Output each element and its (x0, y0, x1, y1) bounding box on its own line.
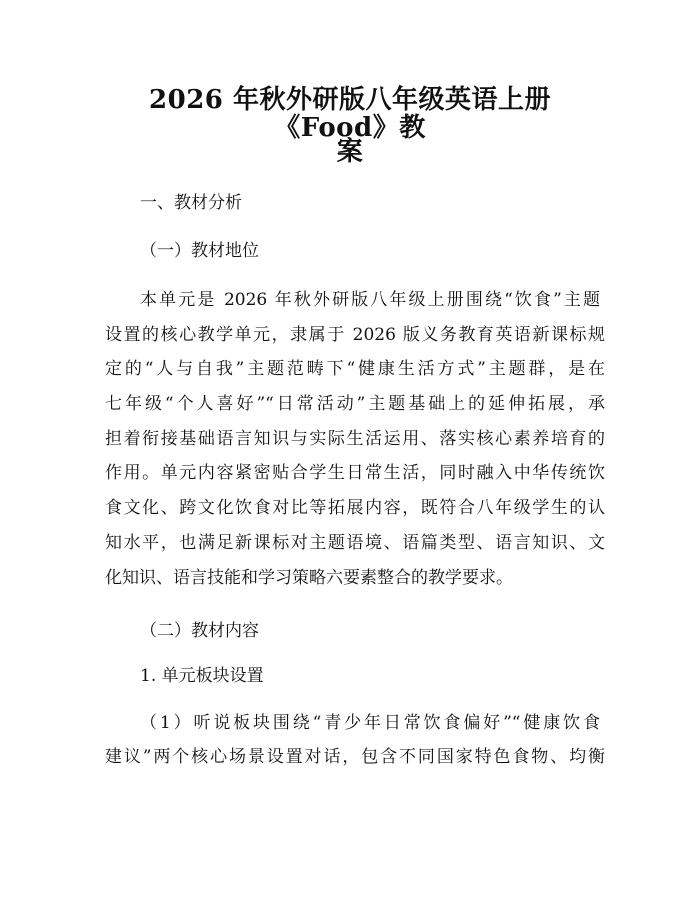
subsection-heading-textbook-status: （一）教材地位 (140, 241, 259, 261)
paragraph-line: 本单元是 2026 年秋外研版八年级上册围绕“饮食”主题 (140, 290, 600, 310)
document-title-line-1: 2026 年秋外研版八年级英语上册《Food》教 (149, 85, 551, 143)
paragraph-line: 设置的核心教学单元，隶属于 2026 版义务教育英语新课标规 (105, 325, 605, 345)
paragraph-line: 食文化、跨文化饮食对比等拓展内容，既符合八年级学生的认 (105, 498, 605, 518)
paragraph-line: 七年级“个人喜好”“日常活动”主题基础上的延伸拓展，承 (105, 394, 605, 414)
paragraph-line: 知水平，也满足新课标对主题语境、语篇类型、语言知识、文 (105, 533, 605, 553)
paragraph-line: 建议”两个核心场景设置对话，包含不同国家特色食物、均衡 (105, 747, 605, 767)
paragraph-line: （1）听说板块围绕“青少年日常饮食偏好”“健康饮食 (140, 713, 600, 733)
subsection-heading-textbook-content: （二）教材内容 (140, 621, 259, 641)
paragraph-line: 作用。单元内容紧密贴合学生日常生活，同时融入中华传统饮 (105, 463, 605, 483)
paragraph-line: 担着衔接基础语言知识与实际生活运用、落实核心素养培育的 (105, 429, 605, 449)
document-title-line-2: 案 (336, 137, 364, 167)
paragraph-line: 化知识、语言技能和学习策略六要素整合的教学要求。 (105, 568, 513, 588)
paragraph-line: 定的“人与自我”主题范畴下“健康生活方式”主题群，是在 (105, 359, 605, 379)
section-heading-textbook-analysis: 一、教材分析 (140, 193, 242, 213)
item-heading-unit-modules: 1. 单元板块设置 (140, 666, 264, 686)
